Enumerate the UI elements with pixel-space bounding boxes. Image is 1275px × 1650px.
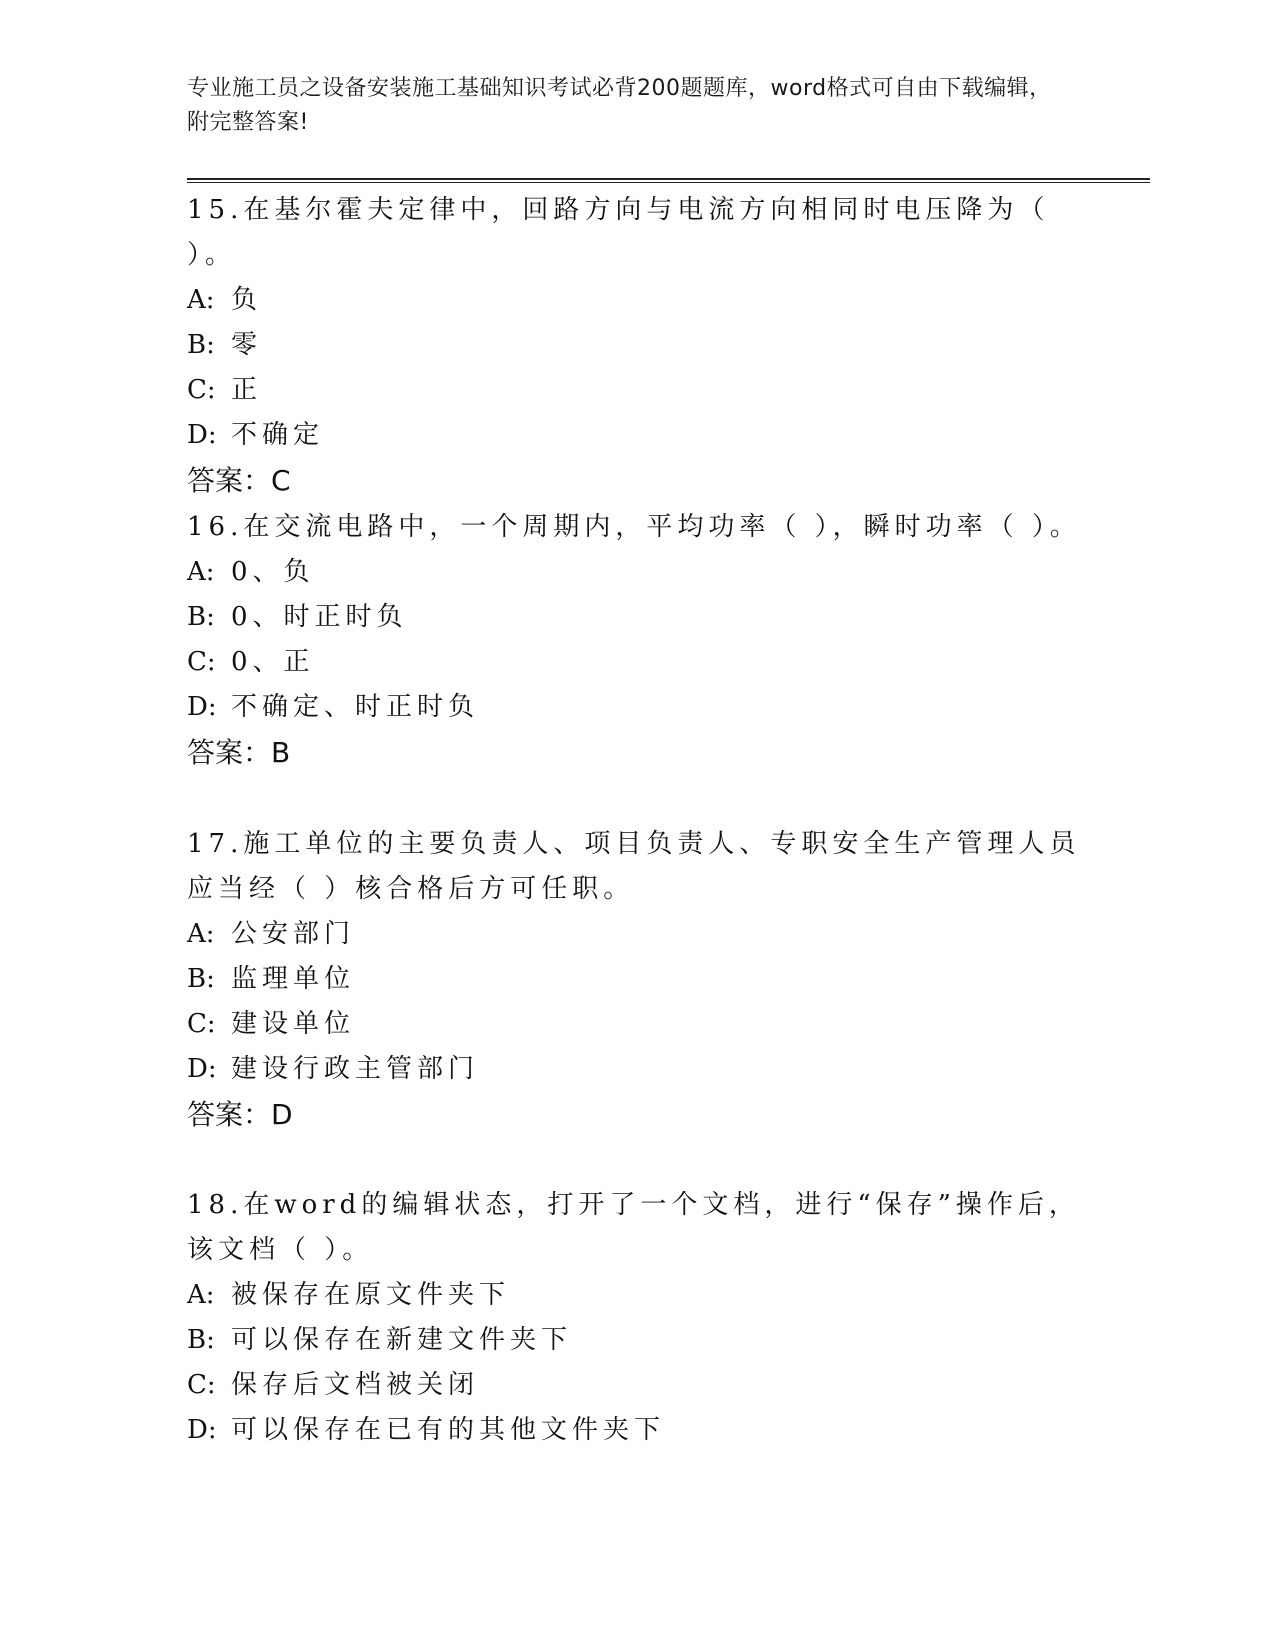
- option-text: 建设行政主管部门: [231, 1054, 480, 1084]
- option-a: [187, 1273, 1087, 1318]
- option-text: 不确定: [231, 420, 325, 450]
- option-text: 0、时正时负: [231, 602, 408, 632]
- option-key: D:: [187, 1415, 217, 1445]
- option-text: 可以保存在新建文件夹下: [231, 1325, 573, 1355]
- option-key: D:: [187, 692, 217, 722]
- option-key: B:: [187, 602, 215, 632]
- option-key: B:: [187, 964, 215, 994]
- option-text: 零: [231, 330, 263, 360]
- answer: 答案：D: [187, 1098, 293, 1131]
- option-key: C:: [187, 647, 216, 677]
- document-header: 专业施工员之设备安装施工基础知识考试必背200题题库，word格式可自由下载编辑，附完整答案!: [187, 76, 1052, 135]
- option-a: [187, 550, 1087, 595]
- option-d: [187, 1408, 1087, 1453]
- header-divider: [187, 178, 1150, 183]
- option-d: [187, 685, 1087, 730]
- question-17: [187, 822, 1087, 1137]
- option-text: 不确定、时正时负: [231, 692, 480, 722]
- option-key: C:: [187, 375, 216, 405]
- option-text: 保存后文档被关闭: [231, 1370, 480, 1400]
- question-18: [187, 1183, 1087, 1453]
- option-text: 0、正: [231, 647, 315, 677]
- question-text: 16.在交流电路中，一个周期内，平均功率（ ），瞬时功率（ ）。: [187, 512, 1081, 542]
- option-text: 正: [231, 375, 263, 405]
- option-d: [187, 1047, 1087, 1092]
- option-text: 监理单位: [231, 964, 356, 994]
- option-key: D:: [187, 1054, 217, 1084]
- question-text: 18.在word的编辑状态，打开了一个文档，进行“保存”操作后，该文档（ ）。: [187, 1190, 1080, 1265]
- answer: 答案：B: [187, 736, 291, 769]
- question-text: 17.施工单位的主要负责人、项目负责人、专职安全生产管理人员应当经（ ）核合格后方可任职。: [187, 829, 1081, 904]
- answer: 答案：C: [187, 464, 291, 497]
- option-c: [187, 368, 1087, 413]
- option-b: [187, 595, 1087, 640]
- option-a: [187, 912, 1087, 957]
- option-b: [187, 957, 1087, 1002]
- question-16: [187, 505, 1087, 775]
- option-key: A:: [187, 919, 215, 949]
- option-c: [187, 1363, 1087, 1408]
- option-key: A:: [187, 557, 215, 587]
- option-text: 建设单位: [231, 1009, 356, 1039]
- option-text: 可以保存在已有的其他文件夹下: [231, 1415, 666, 1445]
- option-b: [187, 323, 1087, 368]
- option-b: [187, 1318, 1087, 1363]
- option-key: B:: [187, 330, 215, 360]
- question-15: [187, 188, 1087, 503]
- option-c: [187, 1002, 1087, 1047]
- option-text: 公安部门: [231, 919, 356, 949]
- question-text: 15.在基尔霍夫定律中，回路方向与电流方向相同时电压降为（ ）。: [187, 195, 1050, 270]
- option-text: 0、负: [231, 557, 315, 587]
- option-a: [187, 278, 1087, 323]
- option-key: D:: [187, 420, 217, 450]
- option-c: [187, 640, 1087, 685]
- option-key: C:: [187, 1009, 216, 1039]
- option-text: 被保存在原文件夹下: [231, 1280, 511, 1310]
- option-key: A:: [187, 1280, 215, 1310]
- option-text: 负: [231, 285, 263, 315]
- option-key: C:: [187, 1370, 216, 1400]
- option-key: B:: [187, 1325, 215, 1355]
- option-d: [187, 413, 1087, 458]
- option-key: A:: [187, 285, 215, 315]
